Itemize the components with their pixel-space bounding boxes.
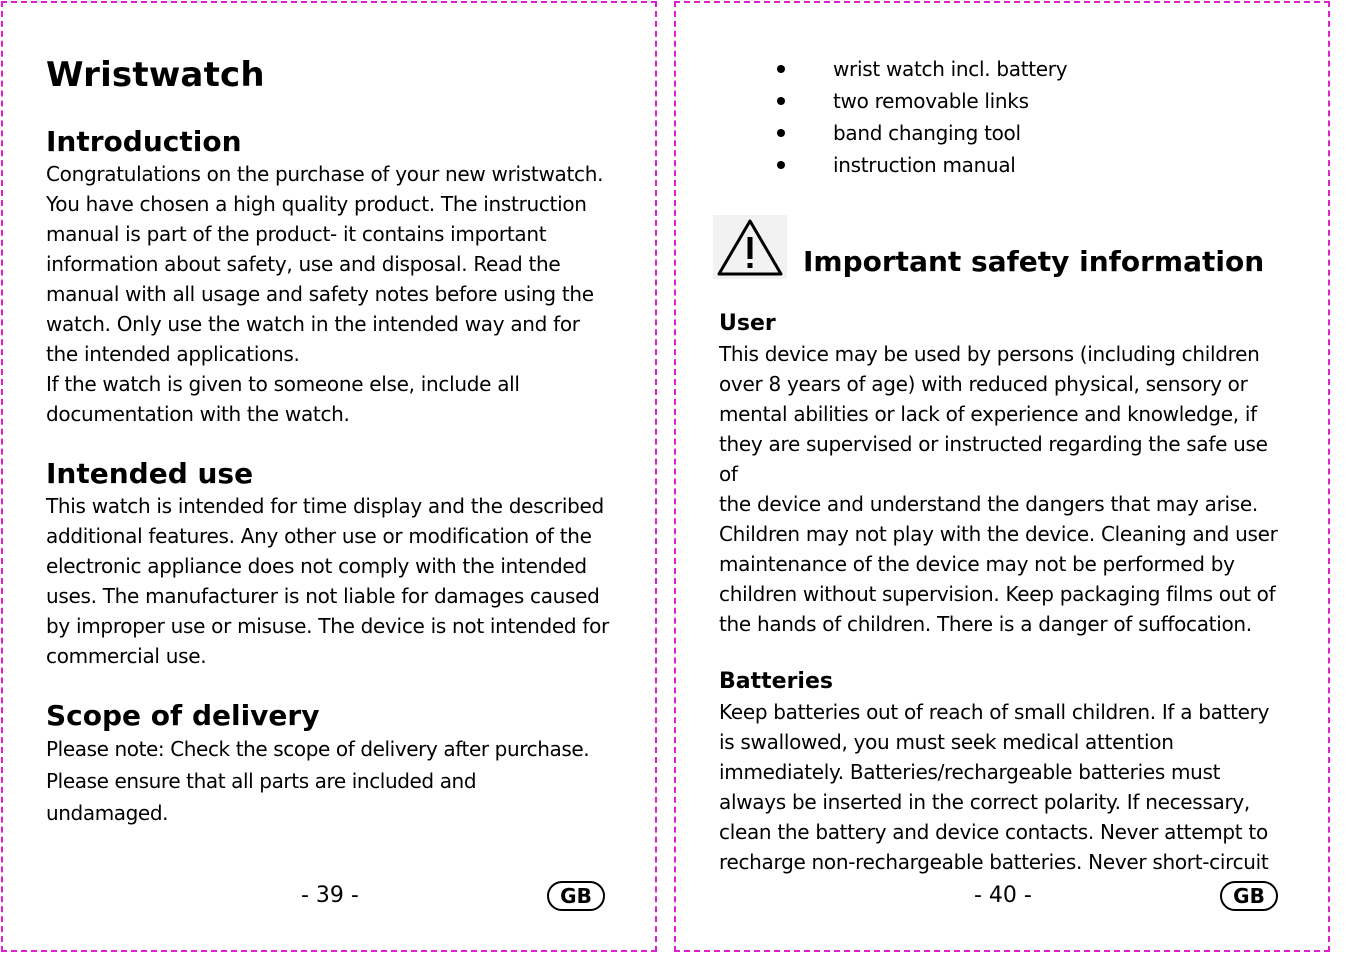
text-line: clean the battery and device contacts. Never attempt to	[719, 820, 1268, 844]
text-line: maintenance of the device may not be performed by	[719, 552, 1235, 576]
text-line: the device and understand the dangers that may arise.	[719, 492, 1258, 516]
text-line: is swallowed, you must seek medical attention	[719, 730, 1174, 754]
text-line: they are supervised or instructed regarding the safe use of	[719, 432, 1268, 486]
page-number: - 39 -	[301, 883, 359, 908]
text-line: manual is part of the product- it contains important	[46, 222, 547, 246]
scope-heading: Scope of delivery	[46, 699, 320, 732]
text-line: Keep batteries out of reach of small children. If a battery	[719, 700, 1270, 724]
text-line: You have chosen a high quality product. The instruction	[46, 192, 587, 216]
text-line: always be inserted in the correct polarity. If necessary,	[719, 790, 1250, 814]
list-item-label: instruction manual	[833, 153, 1016, 177]
user-section	[719, 309, 1291, 639]
text-line: recharge non-rechargeable batteries. Never short-circuit	[719, 850, 1269, 874]
safety-heading: Important safety information	[803, 245, 1265, 278]
text-line: This device may be used by persons (including children	[719, 342, 1260, 366]
page-title: Wristwatch	[46, 55, 265, 95]
user-heading: User	[719, 311, 776, 336]
text-line: the hands of children. There is a danger of suffocation.	[719, 612, 1252, 636]
batteries-text	[719, 697, 1291, 877]
introduction-text	[46, 159, 616, 429]
warning-triangle-icon	[713, 215, 787, 279]
text-line: mental abilities or lack of experience and knowledge, if	[719, 402, 1257, 426]
page-number: - 40 -	[974, 883, 1032, 908]
text-line: This watch is intended for time display and the described	[46, 494, 604, 518]
text-line: by improper use or misuse. The device is not intended for	[46, 614, 609, 638]
text-line: over 8 years of age) with reduced physical, sensory or	[719, 372, 1248, 396]
user-text	[719, 339, 1291, 639]
bullet-icon	[777, 129, 785, 137]
text-line: manual with all usage and safety notes before using the	[46, 282, 594, 306]
introduction-heading: Introduction	[46, 125, 242, 158]
list-item-label: band changing tool	[833, 121, 1021, 145]
text-line: Please note: Check the scope of delivery after purchase.	[46, 737, 590, 761]
delivery-list	[777, 53, 1291, 181]
bullet-icon	[777, 97, 785, 105]
text-line: the intended applications.	[46, 342, 300, 366]
batteries-section	[719, 667, 1291, 877]
page-right-content	[719, 53, 1291, 905]
text-line: Congratulations on the purchase of your new wristwatch.	[46, 162, 604, 186]
language-badge: GB	[1220, 881, 1278, 911]
text-line: immediately. Batteries/rechargeable batteries must	[719, 760, 1221, 784]
text-line: undamaged.	[46, 801, 169, 825]
text-line: Children may not play with the device. Cleaning and user	[719, 522, 1278, 546]
text-line: If the watch is given to someone else, include all	[46, 372, 520, 396]
text-line: Please ensure that all parts are included and	[46, 769, 477, 793]
text-line: information about safety, use and disposal. Read the	[46, 252, 561, 276]
list-item	[777, 53, 1291, 85]
bullet-icon	[777, 65, 785, 73]
scope-note	[46, 733, 616, 829]
introduction-section	[46, 125, 616, 429]
text-line: children without supervision. Keep packaging films out of	[719, 582, 1276, 606]
intended-use-section	[46, 457, 616, 671]
list-item-label: two removable links	[833, 89, 1029, 113]
page-left-content	[46, 55, 616, 857]
text-line: electronic appliance does not comply with the intended	[46, 554, 587, 578]
text-line: documentation with the watch.	[46, 402, 350, 426]
text-line: additional features. Any other use or modification of the	[46, 524, 592, 548]
text-line: uses. The manufacturer is not liable for damages caused	[46, 584, 600, 608]
batteries-heading: Batteries	[719, 669, 833, 694]
text-line: commercial use.	[46, 644, 207, 668]
list-item	[777, 117, 1291, 149]
intended-use-text	[46, 491, 616, 671]
text-line: watch. Only use the watch in the intended way and for	[46, 312, 580, 336]
list-item	[777, 149, 1291, 181]
bullet-icon	[777, 161, 785, 169]
page-left	[1, 1, 657, 952]
list-item-label: wrist watch incl. battery	[833, 57, 1068, 81]
intended-use-heading: Intended use	[46, 457, 254, 490]
list-item	[777, 85, 1291, 117]
language-badge: GB	[547, 881, 605, 911]
scope-section	[46, 699, 616, 829]
page-right	[674, 1, 1330, 952]
safety-header	[713, 215, 1291, 279]
